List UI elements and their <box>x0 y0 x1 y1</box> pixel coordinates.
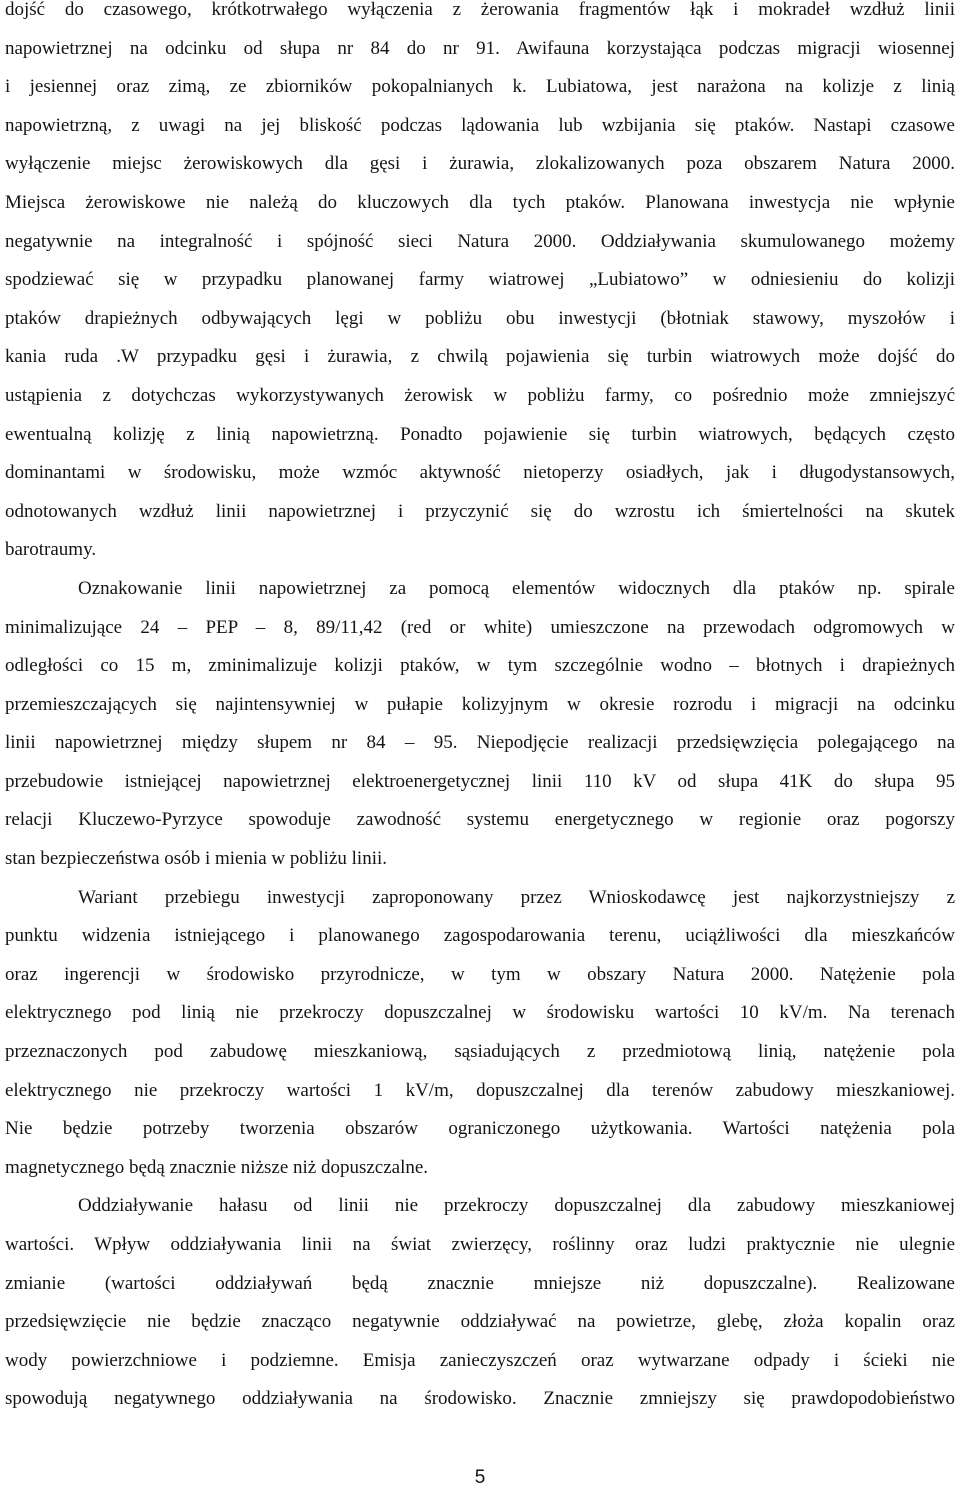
text-line: i jesiennej oraz zimą, ze zbiorników pokopalnianych k. Lubiatowa, jest narażona na kolizje z linią <box>5 76 955 98</box>
text-line: linii napowietrznej między słupem nr 84 – 95. Niepodjęcie realizacji przedsięwzięcia polegającego na <box>5 732 955 754</box>
text-line: Oznakowanie linii napowietrznej za pomocą elementów widocznych dla ptaków np. spirale <box>78 577 955 599</box>
text-line: oraz ingerencji w środowisko przyrodnicze, w tym w obszary Natura 2000. Natężenie pola <box>5 963 955 985</box>
text-line: Oddziaływanie hałasu od linii nie przekroczy dopuszczalnej dla zabudowy mieszkaniowej <box>78 1195 955 1217</box>
text-line: elektrycznego nie przekroczy wartości 1 kV/m, dopuszczalnej dla terenów zabudowy mieszkaniowej. <box>5 1079 955 1101</box>
text-line: spowodują negatywnego oddziaływania na środowisko. Znacznie zmniejszy się prawdopodobieństwo <box>5 1388 955 1410</box>
text-line: magnetycznego będą znacznie niższe niż dopuszczalne. <box>5 1156 429 1178</box>
text-line: odnotowanych wzdłuż linii napowietrznej i przyczynić się do wzrostu ich śmiertelności na skutek <box>5 500 955 522</box>
text-line: wartości. Wpływ oddziaływania linii na świat zwierzęcy, roślinny oraz ludzi praktycznie nie ulegnie <box>5 1234 955 1255</box>
text-line: dojść do czasowego, krótkotrwałego wyłączenia z żerowania fragmentów łąk i mokradeł wzdłuż linii <box>5 0 955 20</box>
text-line: relacji Kluczewo-Pyrzyce spowoduje zawodność systemu energetycznego w regionie oraz pogorszy <box>5 809 955 831</box>
paragraph-bird-collisions <box>5 0 955 570</box>
document-page <box>5 0 955 1509</box>
text-line: przeznaczonych pod zabudowę mieszkaniową, sąsiadujących z przedmiotową linią, natężenie pola <box>5 1041 955 1063</box>
text-line: stan bezpieczeństwa osób i mienia w pobliżu linii. <box>5 848 388 870</box>
text-line: Miejsca żerowiskowe nie należą do kluczowych dla tych ptaków. Planowana inwestycja nie wpłynie <box>5 191 955 213</box>
text-line: dominantami w środowisku, może wzmóc aktywność nietoperzy osiadłych, jak i długodystansowych, <box>5 462 955 484</box>
text-line: Wariant przebiegu inwestycji zaproponowany przez Wnioskodawcę jest najkorzystniejszy z <box>78 886 955 908</box>
text-line: negatywnie na integralność i spójność sieci Natura 2000. Oddziaływania skumulowanego możemy <box>5 230 955 252</box>
text-line: elektrycznego pod linią nie przekroczy dopuszczalnej w środowisku wartości 10 kV/m. Na terenach <box>5 1002 955 1024</box>
text-line: barotraumy. <box>5 539 97 561</box>
text-line: ustąpienia z dotychczas wykorzystywanych żerowisk w pobliżu farmy, co pośrednio może zmniejszyć <box>5 384 955 406</box>
paragraph-noise-impact <box>5 1187 955 1419</box>
text-line: ptaków drapieżnych odbywających lęgi w pobliżu obu inwestycji (błotniak stawowy, myszołów i <box>5 307 955 329</box>
text-line: zmianie (wartości oddziaływań będą znacznie mniejsze niż dopuszczalne). Realizowane <box>5 1272 955 1294</box>
text-line: ewentualną kolizję z linią napowietrzną. Ponadto pojawienie się turbin wiatrowych, będących często <box>5 423 955 445</box>
page-number: 5 <box>474 1467 486 1488</box>
text-line: przebudowie istniejącej napowietrznej elektroenergetycznej linii 110 kV od słupa 41K do słupa 95 <box>5 770 955 792</box>
text-line: punktu widzenia istniejącego i planowanego zagospodarowania terenu, uciążliwości dla mieszkańców <box>5 925 955 947</box>
paragraph-line-marking <box>5 570 955 879</box>
text-line: napowietrznej na odcinku od słupa nr 84 do nr 91. Awifauna korzystająca podczas migracji wiosennej <box>5 37 955 59</box>
text-line: przemieszczających się najintensywniej w pułapie kolizyjnym w okresie rozrodu i migracji na odcinku <box>5 693 955 715</box>
text-line: spodziewać się w przypadku planowanej farmy wiatrowej „Lubiatowo” w odniesieniu do kolizji <box>5 269 955 291</box>
text-line: wody powierzchniowe i podziemne. Emisja zanieczyszczeń oraz wytwarzane odpady i ścieki nie <box>5 1349 955 1371</box>
text-line: kania ruda .W przypadku gęsi i żurawia, z chwilą pojawienia się turbin wiatrowych może dojść do <box>5 346 955 368</box>
text-line: przedsięwzięcie nie będzie znacząco negatywnie oddziaływać na powietrze, glebę, złoża kopalin oraz <box>5 1311 955 1333</box>
text-line: napowietrzną, z uwagi na jej bliskość podczas lądowania lub wzbijania się ptaków. Nastapi czasowe <box>5 114 955 136</box>
text-line: minimalizujące 24 – PEP – 8, 89/11,42 (red or white) umieszczone na przewodach odgromowych w <box>5 616 955 638</box>
text-line: Nie będzie potrzeby tworzenia obszarów ograniczonego użytkowania. Wartości natężenia pola <box>5 1118 955 1140</box>
text-line: odległości co 15 m, zminimalizuje kolizji ptaków, w tym szczególnie wodno – błotnych i drapieżnych <box>5 655 955 677</box>
paragraph-investment-variant <box>5 879 955 1188</box>
text-line: wyłączenie miejsc żerowiskowych dla gęsi i żurawia, zlokalizowanych poza obszarem Natura 2000. <box>5 153 955 175</box>
